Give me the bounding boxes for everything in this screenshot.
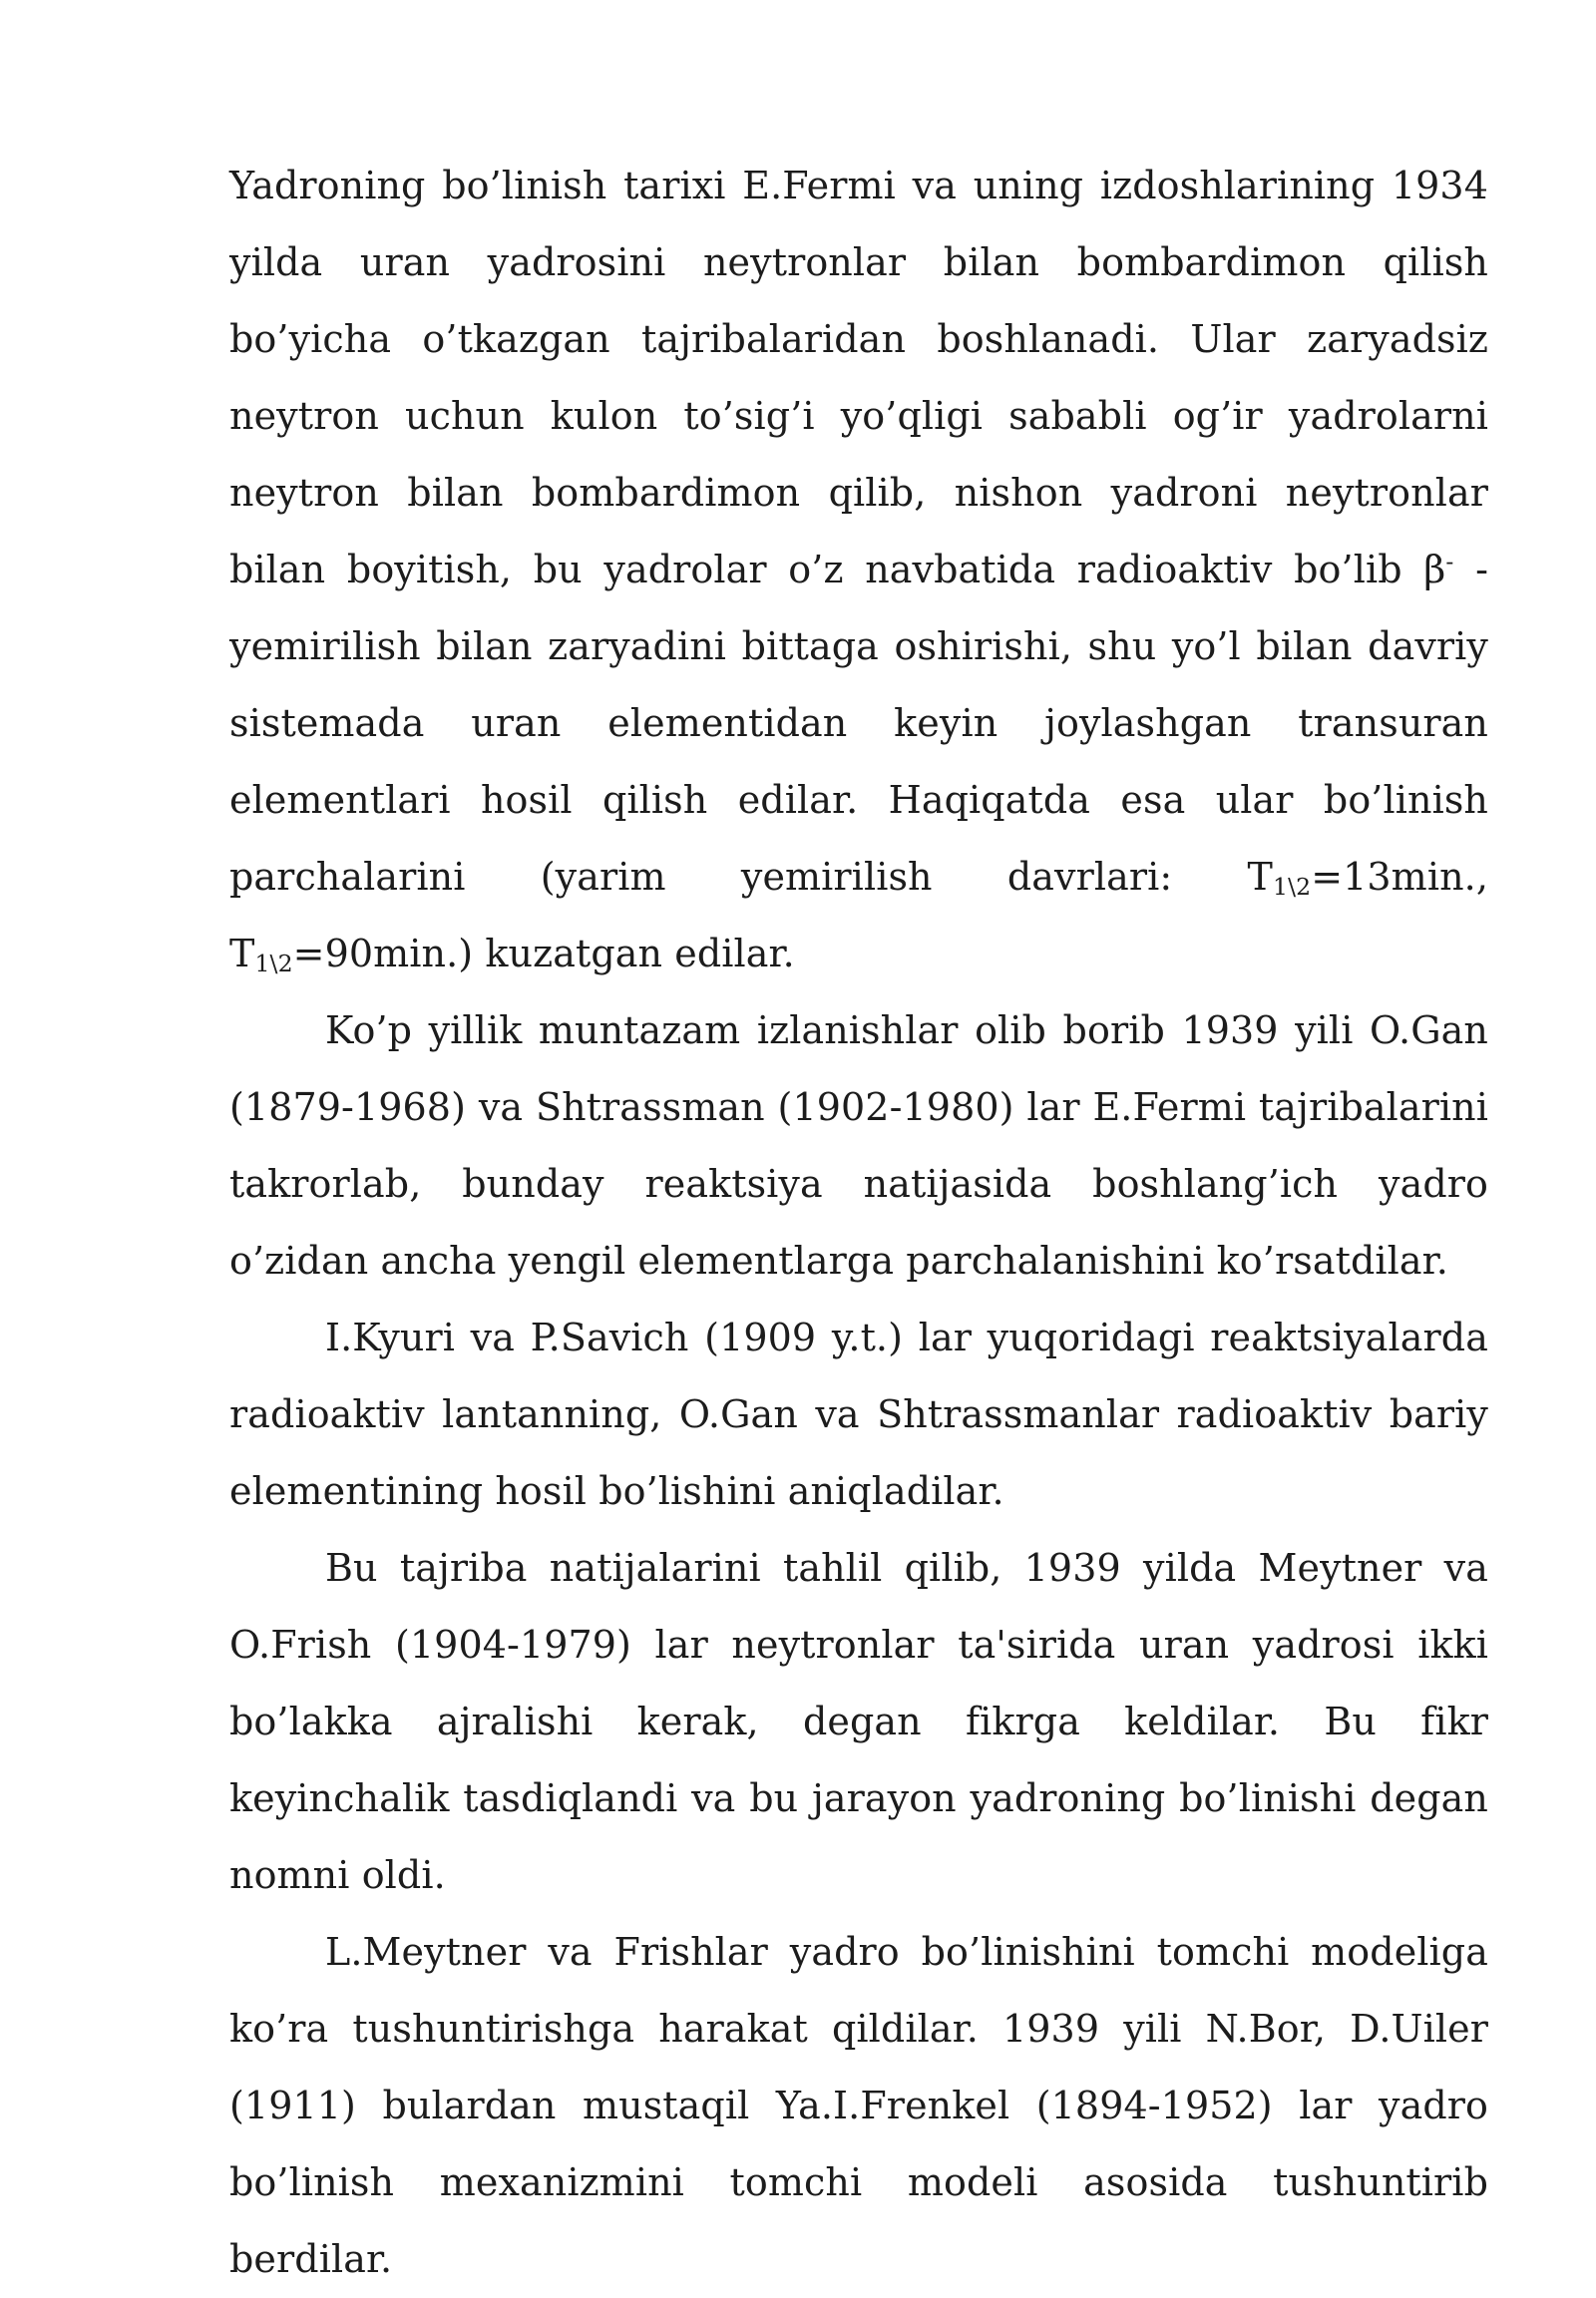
subscript: 1\2 (1272, 873, 1312, 902)
paragraph-meytner-frish: Bu tajriba natijalarini tahlil qilib, 1939 yilda Meytner va O.Frish (1904-1979) lar neytronlar ta'sirida uran yadrosi ikki bo’lakka ajralishi kerak, degan fikrga keldilar. Bu fikr keyinchalik tasdiqlandi va bu jarayon yadroning bo’linishi degan nomni oldi. (229, 1546, 1488, 1897)
subscript: 1\2 (254, 950, 293, 978)
paragraph-kyuri-savich: I.Kyuri va P.Savich (1909 y.t.) lar yuqoridagi reaktsiyalarda radioaktiv lantanning, O.Gan va Shtrassmanlar radioaktiv bariy elementining hosil bo’lishini aniqladilar. (229, 1316, 1488, 1513)
text-segment: =90min.) kuzatgan edilar. (292, 932, 795, 975)
paragraph-fission-history (229, 148, 1488, 992)
text-segment: =13min., T (229, 855, 1488, 975)
document-page (229, 148, 1488, 2298)
paragraph-gan-shtrassman: Ko’p yillik muntazam izlanishlar olib borib 1939 yili O.Gan (1879-1968) va Shtrassman (1902-1980) lar E.Fermi tajribalarini takrorlab, bunday reaktsiya natijasida boshlang’ich yadro o’zidan ancha yengil elementlarga parchalanishini ko’rsatdilar. (229, 1008, 1488, 1283)
text-segment: Yadroning bo’linish tarixi E.Fermi va uning izdoshlarining 1934 yilda uran yadrosini neytronlar bilan bombardimon qilish bo’yicha o’tkazgan tajribalaridan boshlanadi. Ular zaryadsiz neytron uchun kulon to’sig’i yo’qligi sababli og’ir yadrolarni neytron bilan bombardimon qilib, nishon yadroni neytronlar bilan boyitish, bu yadrolar o’z navbatida radioaktiv bo’lib β (229, 164, 1488, 591)
paragraph-drop-model: L.Meytner va Frishlar yadro bo’linishini tomchi modeliga ko’ra tushuntirishga harakat qildilar. 1939 yili N.Bor, D.Uiler (1911) bulardan mustaqil Ya.I.Frenkel (1894-1952) lar yadro bo’linish mexanizmini tomchi modeli asosida tushuntirib berdilar. (229, 1930, 1488, 2281)
superscript: - (1445, 548, 1454, 576)
text-segment: - yemirilish bilan zaryadini bittaga oshirishi, shu yo’l bilan davriy sistemada uran elementidan keyin joylashgan transuran elementlari hosil qilish edilar. Haqiqatda esa ular bo’linish parchalarini (yarim yemirilish davrlari: T (229, 548, 1489, 899)
